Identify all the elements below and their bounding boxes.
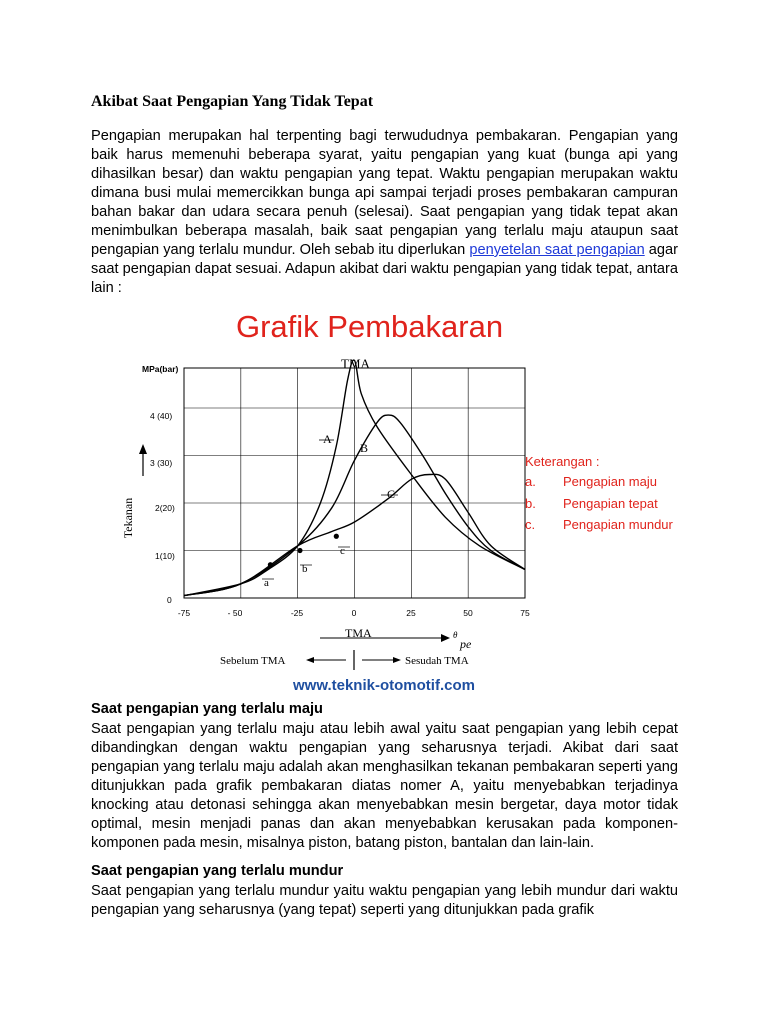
section-mundur-title: Saat pengapian yang terlalu mundur <box>91 863 344 879</box>
before-arrow-head <box>306 657 314 663</box>
xtick-neg25: -25 <box>290 608 304 618</box>
xtick-75: 75 <box>520 608 530 618</box>
y-axis-arrow-head <box>139 444 147 454</box>
after-arrow-head <box>393 657 401 663</box>
legend-label-a: Pengapian maju <box>563 474 657 489</box>
point-label-c: c <box>340 545 345 557</box>
curve-label-c: C <box>387 487 396 501</box>
x-axis-annotations <box>220 626 472 670</box>
combustion-chart-figure <box>100 300 690 700</box>
ytick-0: 0 <box>167 595 172 605</box>
xtick-neg75: -75 <box>177 608 191 618</box>
curve-label-a: A <box>323 432 332 446</box>
legend-label-c: Pengapian mundur <box>563 517 673 532</box>
ytick-2: 2(20) <box>155 503 175 513</box>
y-tick-labels <box>150 411 175 605</box>
after-tma-label: Sesudah TMA <box>405 655 469 667</box>
ignition-point-a <box>268 562 273 567</box>
ignition-point-c <box>334 534 339 539</box>
chart-legend <box>525 454 674 532</box>
theta-subscript: pe <box>460 637 472 651</box>
ytick-1: 1(10) <box>155 551 175 561</box>
ignition-timing-link[interactable]: penyetelan saat pengapian <box>469 242 645 258</box>
section-maju-title: Saat pengapian yang terlalu maju <box>91 701 323 717</box>
y-axis-label <box>121 498 135 538</box>
x-tick-labels <box>178 608 530 618</box>
article-heading: Akibat Saat Pengapian Yang Tidak Tepat <box>91 93 374 110</box>
tma-axis-label: TMA <box>345 626 372 640</box>
xtick-25: 25 <box>406 608 416 618</box>
ignition-point-b <box>297 548 302 553</box>
chart-title: Grafik Pembakaran <box>236 309 504 344</box>
legend-marker-b: b. <box>525 496 536 511</box>
xtick-neg50: - 50 <box>227 608 243 618</box>
intro-text-before-link: Pengapian merupakan hal terpenting bagi terwududnya pembakaran. Pengapian yang baik harus memenuhi beberapa syarat, yaitu pengapian yang kuat (bunga api yang dihasilkan besar) dan waktu pengapian yang tepat. Waktu pengapian merupakan waktu dimana busi mulai memercikkan bunga api sampai terjadi proses pembakaran campuran bahan bakar dan udara secara penuh (selesai). Saat pengapian yang tidak tepat akan menimbulkan beberapa masalah, baik saat pengapian yang terlalu maju ataupun saat pengapian yang terlalu mundur. Oleh sebab itu diperlukan <box>91 128 678 258</box>
before-tma-label: Sebelum TMA <box>220 655 286 667</box>
section-maju-body: Saat pengapian yang terlalu maju atau lebih awal yaitu saat pengapian yang lebih cepat dibandingkan dengan waktu pengapian yang seharusnya terjadi. Akibat dari saat pengapian yang terlalu maju adalah akan menghasilkan tekanan pembakaran seperti yang ditunjukkan pada grafik pembakaran diatas nomer A, yaitu menyebabkan terjadinya knocking atau detonasi sehingga akan menyebabkan mesin bergetar, daya motor tidak optimal, mesin menjadi panas dan akan menyebabkan kerusakan pada komponen-komponen pada mesin, misalnya piston, batang piston, bantalan dan lain-lain. <box>91 721 678 851</box>
website-url: www.teknik-otomotif.com <box>293 677 475 694</box>
ylabel-text: Tekanan <box>121 497 135 539</box>
xtick-50: 50 <box>463 608 473 618</box>
y-unit-label: MPa(bar) <box>142 364 179 374</box>
ytick-3: 3 (30) <box>150 458 173 468</box>
curve-label-b: B <box>360 441 369 455</box>
xtick-0: 0 <box>351 608 357 618</box>
intro-text-after-link: agar saat pengapian dapat sesuai. Adapun akibat dari waktu pengapian yang tidak tepat, antara lain : <box>91 242 679 296</box>
chart-grid <box>184 368 525 598</box>
tma-top-label: TMA <box>341 356 370 371</box>
ytick-4: 4 (40) <box>150 411 173 421</box>
legend-title: Keterangan : <box>525 454 600 469</box>
point-label-b: b <box>302 563 308 575</box>
intro-paragraph <box>91 127 678 298</box>
section-mundur-body: Saat pengapian yang terlalu mundur yaitu waktu pengapian yang lebih mundur dari waktu pengapian yang seharusnya (yang tepat) seperti yang ditunjukkan pada grafik <box>91 883 678 918</box>
theta-arrow-head <box>441 634 450 642</box>
legend-marker-a: a. <box>525 474 536 489</box>
legend-label-b: Pengapian tepat <box>563 496 658 511</box>
point-labels <box>262 545 350 589</box>
theta-symbol: θ <box>453 630 458 640</box>
point-label-a: a <box>264 577 269 589</box>
legend-marker-c: c. <box>525 517 536 532</box>
